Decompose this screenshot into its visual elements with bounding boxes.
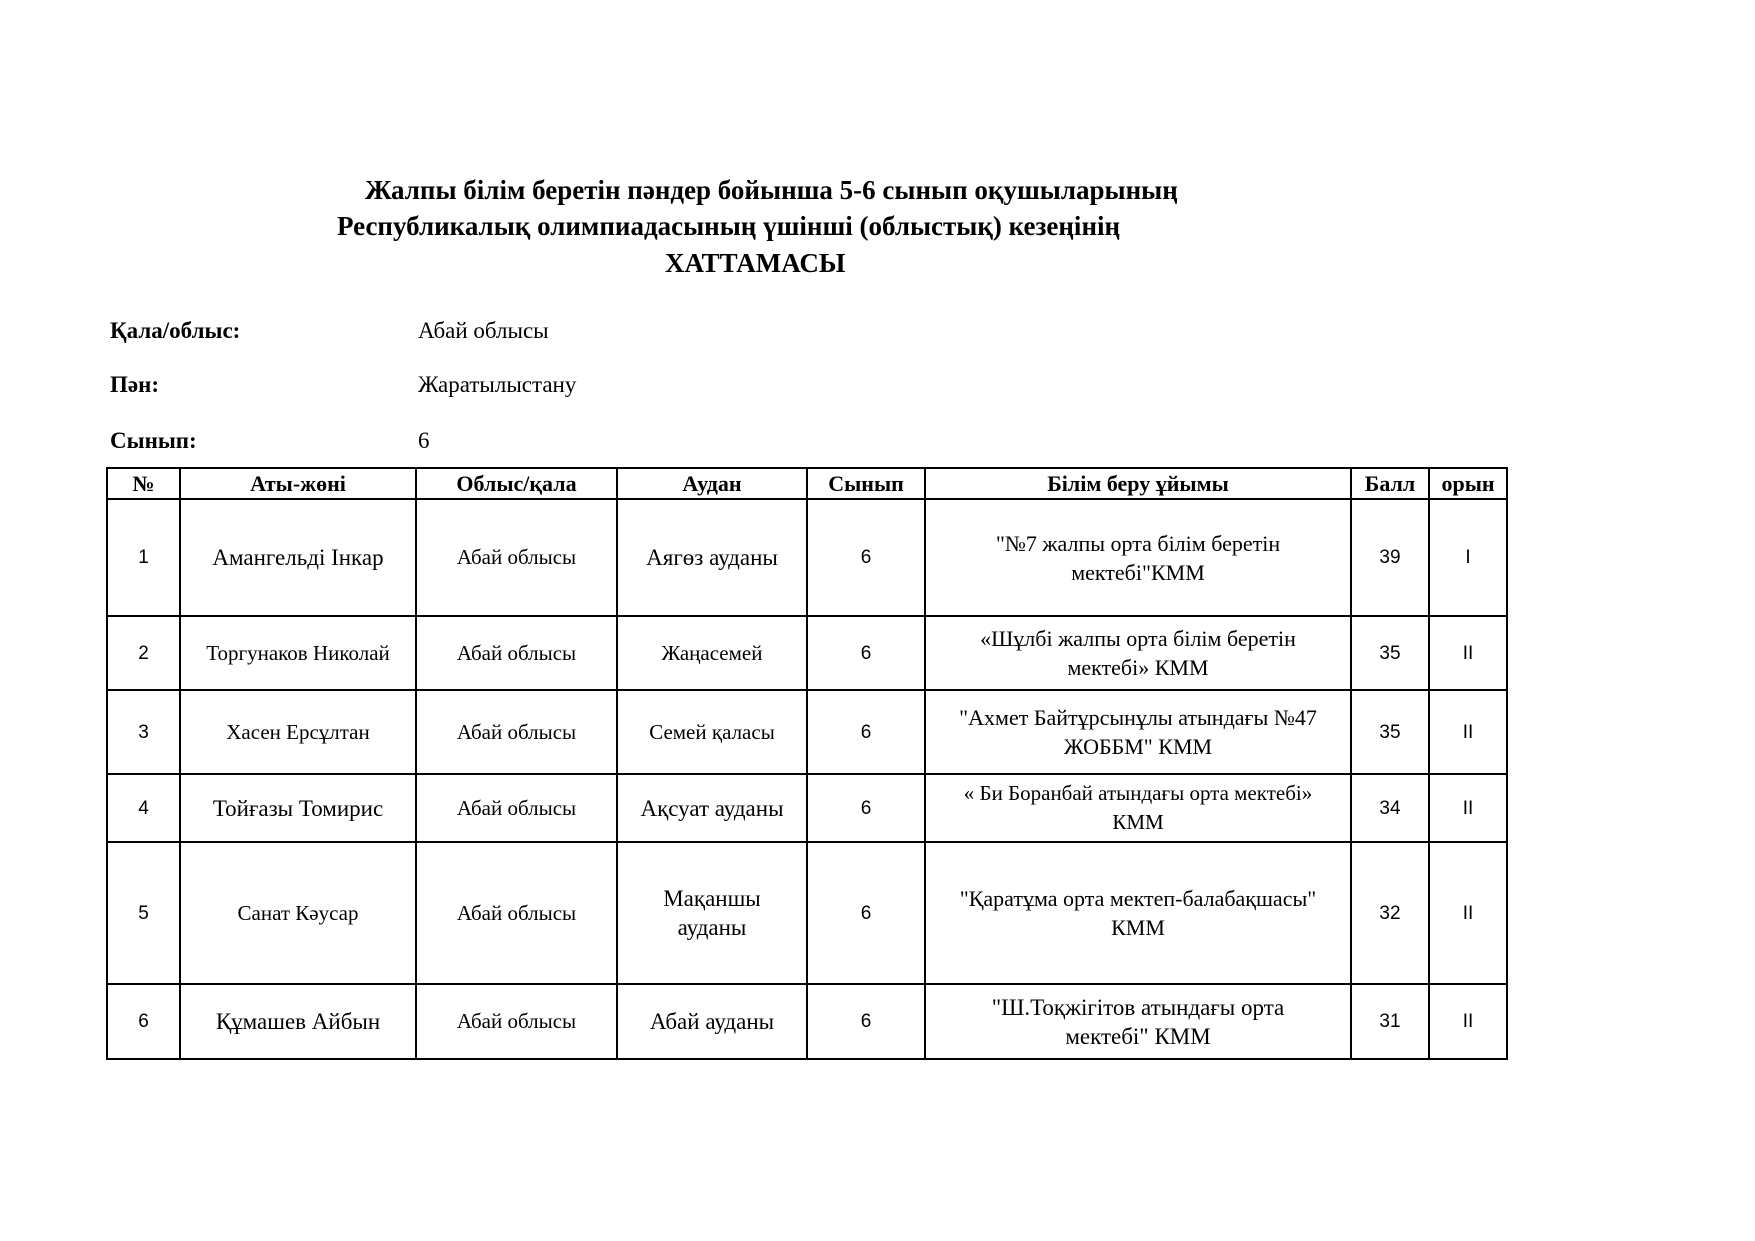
cell-number: 4 (107, 774, 180, 842)
table-row (107, 842, 1507, 984)
grade-value: 6 (418, 428, 430, 453)
table-header-row (107, 468, 1507, 499)
cell-district: Жаңасемей (617, 616, 807, 690)
cell-number: 6 (107, 984, 180, 1059)
cell-region: Абай облысы (416, 690, 617, 774)
cell-place: II (1429, 774, 1507, 842)
cell-region: Абай облысы (416, 499, 617, 616)
cell-grade: 6 (807, 842, 925, 984)
city-label: Қала/облыс: (110, 318, 241, 343)
cell-name: Хасен Ерсұлтан (180, 690, 416, 774)
header-name: Аты-жөні (180, 468, 416, 499)
header-score: Балл (1351, 468, 1429, 499)
cell-number: 2 (107, 616, 180, 690)
header-district: Аудан (617, 468, 807, 499)
cell-grade: 6 (807, 499, 925, 616)
cell-name: Құмашев Айбын (180, 984, 416, 1059)
cell-score: 35 (1351, 616, 1429, 690)
cell-number: 5 (107, 842, 180, 984)
cell-name: Амангельді Інкар (180, 499, 416, 616)
grade-label: Сынып: (110, 428, 197, 453)
cell-place: I (1429, 499, 1507, 616)
cell-organization: "Ахмет Байтұрсынұлы атындағы №47 ЖОББМ" КММ (925, 690, 1351, 774)
cell-grade: 6 (807, 616, 925, 690)
table-row (107, 616, 1507, 690)
table-row (107, 690, 1507, 774)
cell-region: Абай облысы (416, 842, 617, 984)
cell-region: Абай облысы (416, 774, 617, 842)
table-row (107, 984, 1507, 1059)
cell-organization: "Қаратұма орта мектеп-балабақшасы" КММ (925, 842, 1351, 984)
cell-district: Абай ауданы (617, 984, 807, 1059)
header-number: № (107, 468, 180, 499)
title-line-2: Республикалық олимпиадасының үшінші (облыстық) кезеңінің (337, 211, 1121, 241)
title-line-3: ХАТТАМАСЫ (665, 248, 846, 278)
cell-organization: "№7 жалпы орта білім беретін мектебі"КММ (925, 499, 1351, 616)
cell-score: 39 (1351, 499, 1429, 616)
cell-district: Мақаншы ауданы (617, 842, 807, 984)
cell-score: 32 (1351, 842, 1429, 984)
cell-region: Абай облысы (416, 984, 617, 1059)
cell-number: 1 (107, 499, 180, 616)
table-row (107, 499, 1507, 616)
subject-value: Жаратылыстану (418, 372, 577, 397)
cell-place: II (1429, 616, 1507, 690)
cell-name: Тойғазы Томирис (180, 774, 416, 842)
cell-place: II (1429, 842, 1507, 984)
table-row (107, 774, 1507, 842)
header-place: орын (1429, 468, 1507, 499)
city-value: Абай облысы (418, 318, 549, 343)
cell-name: Санат Кәусар (180, 842, 416, 984)
cell-grade: 6 (807, 690, 925, 774)
subject-label: Пән: (110, 372, 160, 397)
cell-district: Аягөз ауданы (617, 499, 807, 616)
cell-organization: « Би Боранбай атындағы орта мектебі» КММ (925, 774, 1351, 842)
cell-score: 35 (1351, 690, 1429, 774)
cell-region: Абай облысы (416, 616, 617, 690)
cell-grade: 6 (807, 774, 925, 842)
cell-number: 3 (107, 690, 180, 774)
cell-organization: "Ш.Тоқжігітов атындағы орта мектебі" КММ (925, 984, 1351, 1059)
header-organization: Білім беру ұйымы (925, 468, 1351, 499)
cell-score: 31 (1351, 984, 1429, 1059)
cell-district: Семей қаласы (617, 690, 807, 774)
cell-name: Торгунаков Николай (180, 616, 416, 690)
header-region: Облыс/қала (416, 468, 617, 499)
cell-score: 34 (1351, 774, 1429, 842)
cell-place: II (1429, 690, 1507, 774)
cell-place: II (1429, 984, 1507, 1059)
results-table (106, 467, 1508, 1060)
title-line-1: Жалпы білім беретін пәндер бойынша 5-6 сынып оқушыларының (365, 175, 1178, 205)
cell-grade: 6 (807, 984, 925, 1059)
header-grade: Сынып (807, 468, 925, 499)
cell-district: Ақсуат ауданы (617, 774, 807, 842)
cell-organization: «Шұлбі жалпы орта білім беретін мектебі» КММ (925, 616, 1351, 690)
